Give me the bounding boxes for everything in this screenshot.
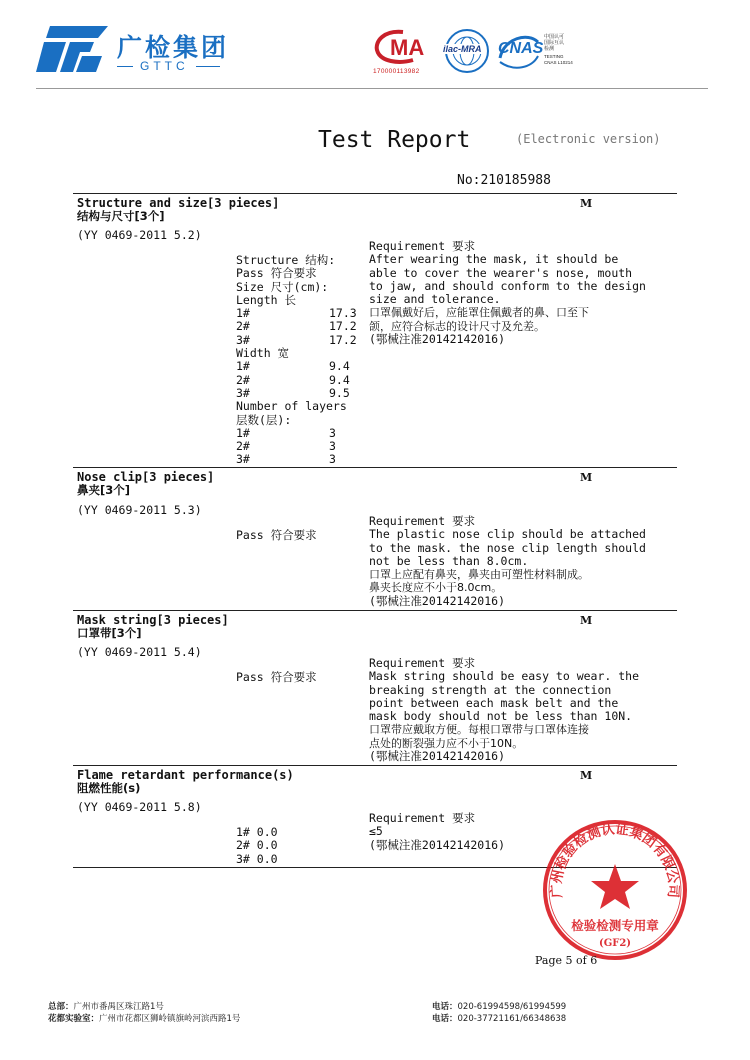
section-title-en: Structure and size[3 pieces] [77, 196, 280, 210]
section-title-cn: 结构与尺寸[3个] [77, 209, 165, 223]
requirement-line: Requirement 要求 [369, 811, 476, 825]
result-block [236, 826, 336, 866]
section-title-cn: 口罩带[3个] [77, 626, 142, 640]
requirement-line: breaking strength at the connection [369, 682, 612, 697]
requirement-line: 点处的断裂强力应不小于10N。 [369, 736, 524, 750]
section-standard: (YY 0469-2011 5.4) [77, 645, 202, 659]
requirement-line: (鄂械注准20142142016) [369, 593, 506, 608]
brand-rule-right [196, 66, 220, 67]
cnas-small-cn: 中国认可 国际互认 检测 [544, 34, 565, 52]
requirement-block [369, 812, 569, 852]
section-flag: M [580, 769, 593, 782]
section-title-en: Nose clip[3 pieces] [77, 470, 215, 484]
section-divider [73, 765, 677, 766]
requirement-line: able to cover the wearer's nose, mouth [369, 265, 633, 280]
section-title [77, 614, 229, 640]
footer-tel-1: 电话：020-61994598/61994599 [432, 1002, 567, 1012]
cnas-label: CNAS [498, 40, 544, 57]
layers-row: 1# 3 [236, 425, 336, 440]
footer-tel-2: 电话：020-37721161/66348638 [432, 1014, 567, 1024]
width-row: 1# 9.4 [236, 359, 350, 374]
requirement-line: ≤5 [369, 824, 383, 839]
result-line: 1# 0.0 [236, 825, 278, 839]
section-title-cn: 鼻夹[3个] [77, 483, 131, 497]
edition-label: (Electronic version) [516, 132, 661, 146]
page-title: Test Report [318, 127, 471, 153]
layers-row: 2# 3 [236, 439, 336, 454]
section-title-en: Mask string[3 pieces] [77, 613, 229, 627]
ilac-mark [444, 28, 490, 74]
requirement-line: (鄂械注准20142142016) [369, 749, 506, 764]
seal-code: (GF2) [598, 938, 632, 949]
section-divider [73, 467, 677, 468]
page-number: Page 5 of 6 [535, 954, 598, 967]
section-standard: (YY 0469-2011 5.8) [77, 800, 202, 814]
section-flag: M [580, 197, 593, 210]
requirement-line: The plastic nose clip should be attached [369, 527, 646, 542]
result-line: 3# 0.0 [236, 851, 278, 866]
seal-star-icon [591, 864, 639, 909]
requirement-block [369, 657, 669, 763]
section-flag: M [580, 614, 593, 627]
width-row: 2# 9.4 [236, 372, 350, 387]
ilac-label: ilac-MRA [443, 44, 482, 54]
cnas-mark [494, 28, 574, 74]
header-divider [36, 88, 708, 89]
result-block [236, 254, 358, 467]
cma-mark [373, 28, 435, 78]
requirement-block [369, 240, 669, 346]
requirement-line: 口罩上应配有鼻夹，鼻夹由可塑性材料制成。 [369, 568, 589, 582]
brand-name-cn: 广检集团 [117, 33, 230, 62]
cma-label: MA [390, 35, 425, 60]
gttc-logo-icon [36, 26, 108, 72]
layers-row: 3# 3 [236, 452, 336, 467]
brand-rule-left [117, 66, 133, 67]
requirement-line: After wearing the mask, it should be [369, 252, 619, 267]
footer-lab: 花都实验室：广州市花都区狮岭镇旗岭河滨西路1号 [48, 1014, 241, 1024]
width-row: 3# 9.5 [236, 385, 350, 400]
header [0, 0, 750, 90]
result-line: Length 长 [236, 292, 296, 307]
official-seal-stamp [540, 818, 690, 963]
requirement-line: mask body should not be less than 10N. [369, 709, 633, 724]
requirement-line: size and tolerance. [369, 292, 501, 307]
report-number: No:210185988 [457, 173, 551, 188]
seal-center-text: 检验检测专用章 [571, 918, 659, 933]
footer-phones [432, 1001, 566, 1025]
result-text: Pass 符合要求 [236, 670, 317, 684]
footer-hq: 总部：广州市番禺区珠江路1号 [48, 1002, 164, 1012]
requirement-line: (鄂械注准20142142016) [369, 332, 506, 347]
requirement-line: not be less than 8.0cm. [369, 553, 529, 568]
requirement-line: 口罩带应戴取方便。每根口罩带与口罩体连接 [369, 723, 589, 737]
section-title [77, 197, 279, 223]
section-standard: (YY 0469-2011 5.3) [77, 503, 202, 517]
result-line: Pass 符合要求 [236, 266, 317, 281]
requirement-line: Mask string should be easy to wear. the [369, 669, 640, 684]
requirement-line: to the mask. the nose clip length should [369, 540, 646, 555]
brand-name-en: GTTC [140, 59, 189, 73]
cma-number: 170000113982 [373, 68, 420, 75]
requirement-line: (鄂械注准20142142016) [369, 837, 506, 852]
requirement-line: point between each mask belt and the [369, 695, 619, 710]
section-standard: (YY 0469-2011 5.2) [77, 228, 202, 242]
section-title-en: Flame retardant performance(s) [77, 768, 294, 782]
seal-ring-text: 广州检验检测认证集团有限公司 [548, 821, 682, 899]
layers-label-cn: 层数(层): [236, 412, 292, 427]
section-title-cn: 阻燃性能(s) [77, 781, 141, 795]
requirement-line: to jaw, and should conform to the design [369, 278, 646, 293]
requirement-line: 颌，应符合标志的设计尺寸及允差。 [369, 319, 545, 333]
length-row: 1# 17.3 [236, 306, 357, 321]
result-line: Size 尺寸(cm): [236, 279, 329, 294]
requirement-line: Requirement 要求 [369, 514, 476, 528]
width-label: Width 宽 [236, 346, 290, 361]
length-row: 2# 17.2 [236, 319, 357, 334]
footer-address [48, 1001, 240, 1025]
length-row: 3# 17.2 [236, 332, 357, 347]
section-title [77, 471, 214, 497]
section-divider [73, 610, 677, 611]
result-line: Structure 结构: [236, 253, 336, 267]
result-text: Pass 符合要求 [236, 528, 317, 542]
requirement-line: 口罩佩戴好后，应能罩住佩戴者的鼻、口至下 [369, 306, 589, 320]
result-line: 2# 0.0 [236, 838, 278, 853]
section-title [77, 769, 294, 795]
requirement-line: Requirement 要求 [369, 656, 476, 670]
requirement-line: 鼻夹长度应不小于8.0cm。 [369, 581, 503, 595]
requirement-line: Requirement 要求 [369, 239, 476, 253]
top-rule [73, 193, 677, 194]
cnas-small-en: TESTING CNAS L10214 [544, 54, 573, 65]
layers-label: Number of layers [236, 399, 347, 414]
requirement-block [369, 515, 669, 608]
section-flag: M [580, 471, 593, 484]
